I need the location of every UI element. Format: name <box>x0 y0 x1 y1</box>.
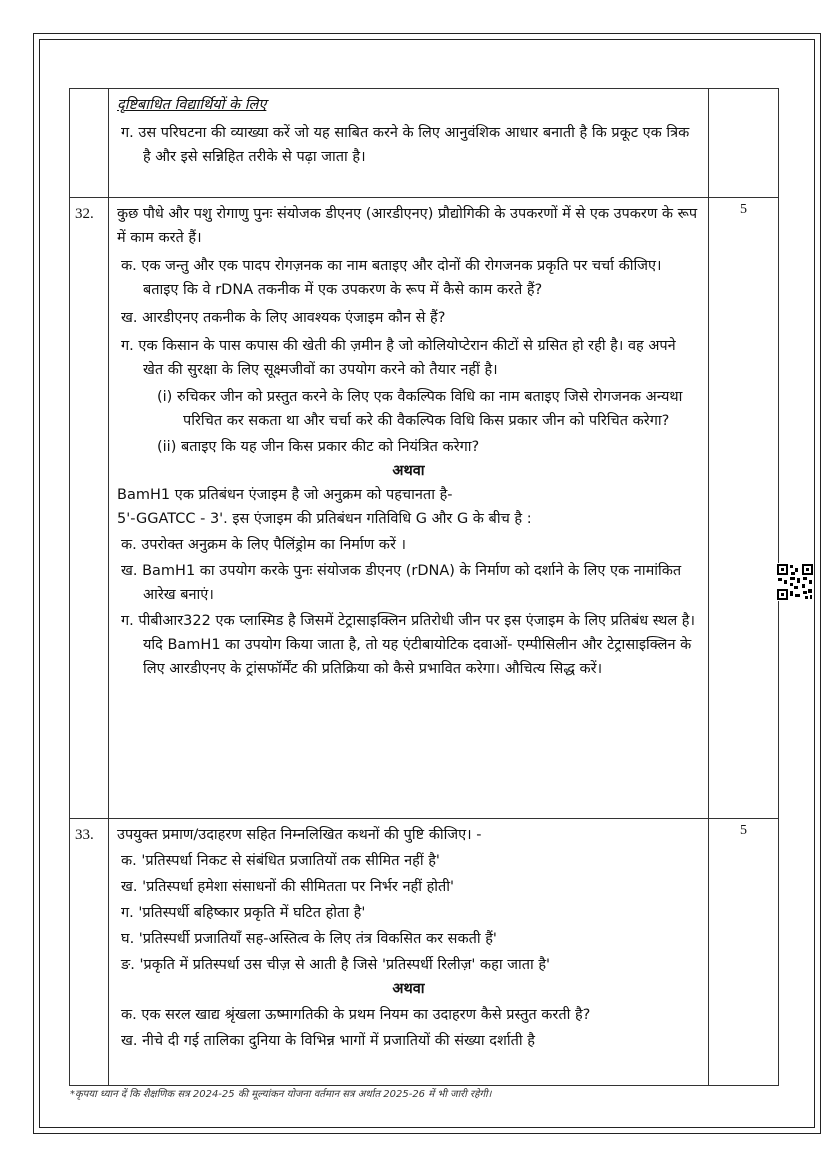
question-body-cell <box>109 198 709 819</box>
footnote: *कृपया ध्यान दें कि शैक्षणिक सत्र 2024-25 की मूल्यांकन योजना वर्तमान सत्र अर्थात 2025-26 में भी जारी रहेगी। <box>70 1089 492 1100</box>
q33-part-nga: ङ. 'प्रकृति में प्रतिस्पर्धा उस चीज़ से आती है जिसे 'प्रतिस्पर्धी रिलीज़' कहा जाता है' <box>121 957 551 973</box>
q32-part-ga: ग. एक किसान के पास कपास की खेती की ज़मीन है जो कोलियोप्टेरान कीटों से ग्रसित हो रही है। वह अपने खेत की सुरक्षा के लिए सूक्ष्मजीवों का उपयोग करने को तैयार नहीं है। <box>121 338 676 378</box>
q33-part-ka: क. 'प्रतिस्पर्धा निकट से संबंधित प्रजातियों तक सीमित नहीं है' <box>121 853 440 869</box>
q33-alt-part-ka: क. एक सरल खाद्य श्रृंखला ऊष्मागतिकी के प्रथम नियम का उदाहरण कैसे प्रस्तुत करती है? <box>121 1007 591 1023</box>
question-number-cell <box>70 89 109 198</box>
q32-part-ka: क. एक जन्तु और एक पादप रोगज़नक का नाम बताइए और दोनों की रोगजनक प्रकृति पर चर्चा कीजिए। बताइए कि वे rDNA तकनीक में एक उपकरण के रूप में कैसे काम करते हैं? <box>121 258 662 298</box>
question-number: 33. <box>70 819 109 1086</box>
qr-code-icon <box>776 563 814 601</box>
or-divider: अथवा <box>392 463 425 479</box>
marks-cell <box>709 89 779 198</box>
question-body-cell <box>109 819 709 1086</box>
q33-part-gha: घ. 'प्रतिस्पर्धी प्रजातियाँ सह-अस्तित्व के लिए तंत्र विकसित कर सकती हैं' <box>121 931 497 947</box>
question-31-continued-row <box>70 89 779 198</box>
question-marks: 5 <box>709 819 779 1086</box>
question-table <box>69 88 779 1086</box>
q32-part-kha: ख. आरडीएनए तकनीक के लिए आवश्यक एंजाइम कौन से हैं? <box>121 310 446 326</box>
question-number: 32. <box>70 198 109 819</box>
q32-alt-part-ga: ग. पीबीआर322 एक प्लास्मिड है जिसमें टेट्रासाइक्लिन प्रतिरोधी जीन पर इस एंजाइम के लिए प्रतिबंध स्थल है। यदि BamH1 का उपयोग किया जाता है, तो यह एंटीबायोटिक दवाओं- एम्पीसिलीन और टेट्रासाइक्लिन के लिए आरडीएनए के ट्रांसफॉर्मेंट की प्रतिक्रिया को कैसे प्रभावित करेगा। औचित्य सिद्ध करें। <box>121 613 695 677</box>
q33-part-ga: ग. 'प्रतिस्पर्धी बहिष्कार प्रकृति में घटित होता है' <box>121 905 366 921</box>
question-33-row <box>70 819 779 1086</box>
q32-alt-intro-1: BamH1 एक प्रतिबंधन एंजाइम है जो अनुक्रम को पहचानता है- <box>117 487 453 503</box>
q31-part-ga: ग. उस परिघटना की व्याख्या करें जो यह साबित करने के लिए आनुवंशिक आधार बनाती है कि प्रकूट एक त्रिक है और इसे सन्निहित तरीके से पढ़ा जाता है। <box>121 125 690 165</box>
q33-intro: उपयुक्त प्रमाण/उदाहरण सहित निम्नलिखित कथनों की पुष्टि कीजिए। - <box>117 827 482 843</box>
q32-alt-intro-2: 5'-GGATCC - 3'. इस एंजाइम की प्रतिबंधन गतिविधि G और G के बीच है : <box>117 511 532 527</box>
q32-part-ga-i: (i) रुचिकर जीन को प्रस्तुत करने के लिए एक वैकल्पिक विधि का नाम बताइए जिसे रोगजनक अन्यथा परिचित कर सकता था और चर्चा करे की वैकल्पिक विधि किस प्रकार जीन को परिचित करेगा? <box>157 389 683 429</box>
q33-part-kha: ख. 'प्रतिस्पर्धा हमेशा संसाधनों की सीमितता पर निर्भर नहीं होती' <box>121 879 455 895</box>
q32-alt-part-ka: क. उपरोक्त अनुक्रम के लिए पैलिंड्रोम का निर्माण करें । <box>121 537 406 553</box>
or-divider: अथवा <box>392 981 425 997</box>
visually-impaired-heading: दृष्टिबाधित विद्यार्थियों के लिए <box>117 97 267 113</box>
question-marks: 5 <box>709 198 779 819</box>
q32-part-ga-ii: (ii) बताइए कि यह जीन किस प्रकार कीट को नियंत्रित करेगा? <box>157 439 480 455</box>
question-32-row <box>70 198 779 819</box>
q32-intro: कुछ पौधे और पशु रोगाणु पुनः संयोजक डीएनए (आरडीएनए) प्रौद्योगिकी के उपकरणों में से एक उपकरण के रूप में काम करते हैं। <box>117 206 698 246</box>
q32-alt-part-kha: ख. BamH1 का उपयोग करके पुनः संयोजक डीएनए (rDNA) के निर्माण को दर्शाने के लिए एक नामांकित आरेख बनाएं। <box>121 563 682 603</box>
question-body-cell <box>109 89 709 198</box>
q33-alt-part-kha: ख. नीचे दी गई तालिका दुनिया के विभिन्न भागों में प्रजातियों की संख्या दर्शाती है <box>121 1033 535 1049</box>
